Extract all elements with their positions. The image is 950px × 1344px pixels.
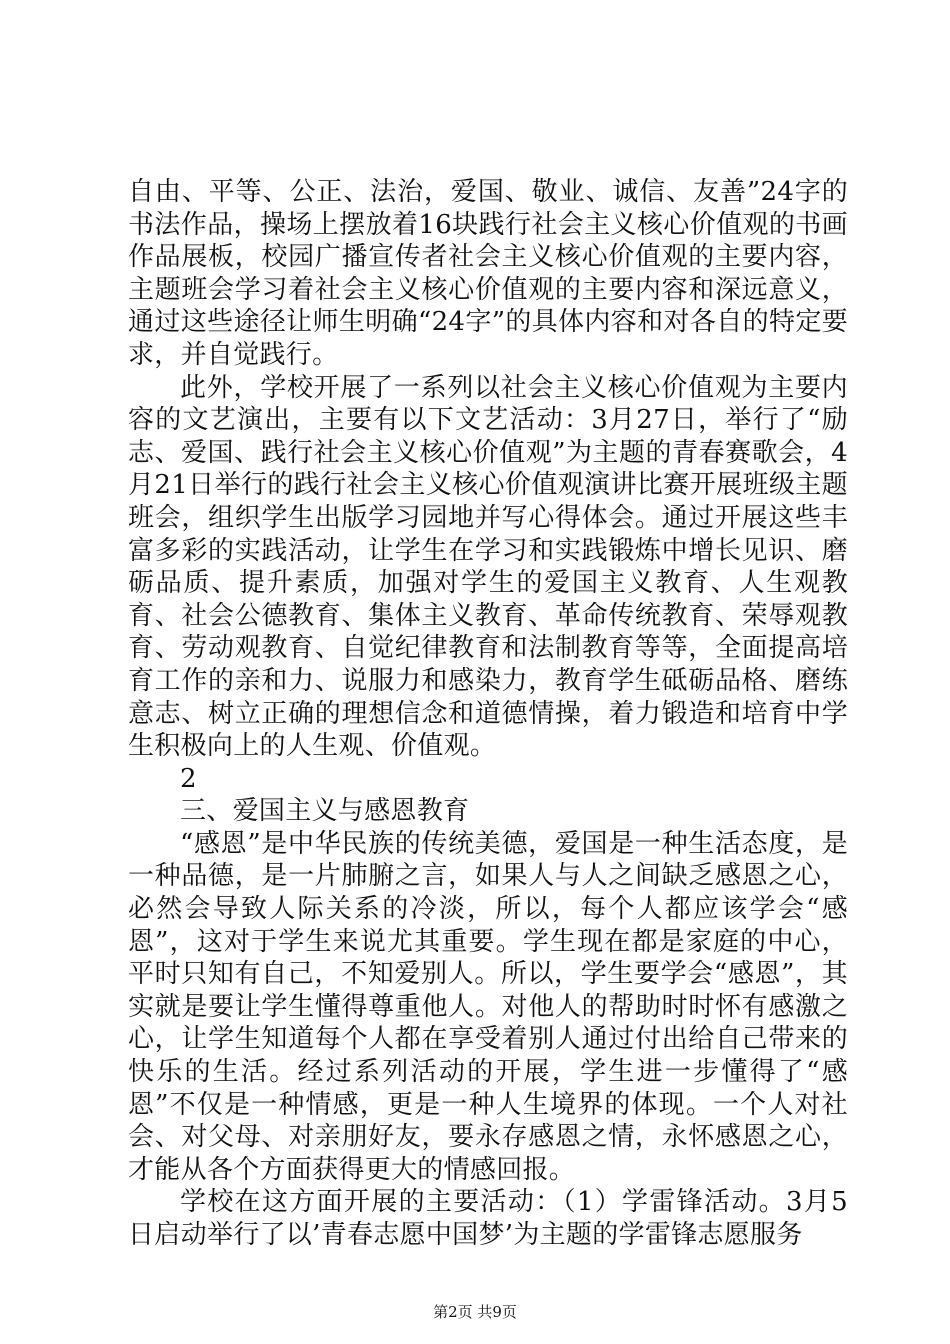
section-heading: 三、爱国主义与感恩教育 (180, 796, 470, 827)
paragraph-main-activities: 学校在这方面开展的主要活动：（1）学雷锋活动。3月5日启动举行了以’青春志愿中国梦’为主题的学雷锋志愿服务 (128, 1187, 848, 1250)
page-footer: 第2页 共9页 (433, 1303, 517, 1321)
paragraph-values-calligraphy: 自由、平等、公正、法治，爱国、敬业、诚信、友善”24字的书法作品，操场上摆放着16块践行社会主义核心价值观的书画作品展板，校园广播宣传者社会主义核心价值观的主要内容，主题班会学习着社会主义核心价值观的主要内容和深远意义，通过这些途径让师生明确“24字”的具体内容和对各自的特定要求，并自觉践行。 (128, 177, 848, 370)
section-marker: 2 (180, 763, 197, 794)
paragraph-gratitude: “感恩”是中华民族的传统美德，爱国是一种生活态度，是一种品德，是一片肺腑之言，如果人与人之间缺乏感恩之心，必然会导致人际关系的冷淡，所以，每个人都应该学会“感恩”，这对于学生来说尤其重要。学生现在都是家庭的中心，平时只知有自己，不知爱别人。所以，学生要学会“感恩”，其实就是要让学生懂得尊重他人。对他人的帮助时时怀有感激之心，让学生知道每个人都在享受着别人通过付出给自己带来的快乐的生活。经过系列活动的开展，学生进一步懂得了“感恩”不仅是一种情感，更是一种人生境界的体现。一个人对社会、对父母、对亲朋好友，要永存感恩之情，永怀感恩之心，才能从各个方面获得更大的情感回报。 (128, 828, 848, 1185)
document-body (128, 176, 848, 1252)
paragraph-art-performances: 此外，学校开展了一系列以社会主义核心价值观为主要内容的文艺演出，主要有以下文艺活动：3月27日，举行了“励志、爱国、践行社会主义核心价值观”为主题的青春赛歌会，4月21日举行的践行社会主义核心价值观演讲比赛开展班级主题班会，组织学生出版学习园地并写心得体会。通过开展这些丰富多彩的实践活动，让学生在学习和实践锻炼中增长见识、磨砺品质、提升素质，加强对学生的爱国主义教育、人生观教育、社会公德教育、集体主义教育、革命传统教育、荣辱观教育、劳动观教育、自觉纪律教育和法制教育等等，全面提高培育工作的亲和力、说服力和感染力，教育学生砥砺品格、磨练意志、树立正确的理想信念和道德情操，着力锻造和培育中学生积极向上的人生观、价值观。 (128, 372, 848, 762)
